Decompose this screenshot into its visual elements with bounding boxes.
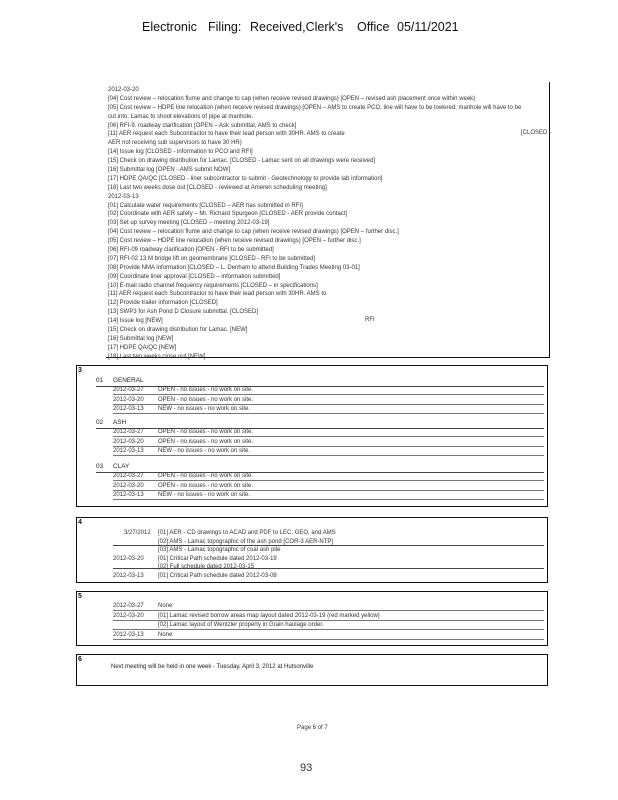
entry-text: OPEN - no issues - no work on site.	[158, 429, 254, 435]
top-section-line: [14] Issue log [NEW]	[108, 318, 163, 325]
group-name: GENERAL	[113, 377, 144, 384]
entry-text: OPEN - no issues - no work on site.	[158, 387, 254, 393]
group-code: 02	[96, 419, 104, 426]
entry-date: 2012-03-27	[113, 429, 144, 435]
section-drawings-box	[76, 517, 548, 583]
top-section-line: [17] HDPE QA/QC [NEW]	[108, 344, 177, 351]
top-section-line: cut into. Lamac to shoot elevations of pipe at manhole.	[108, 113, 254, 120]
section-number-4: 4	[78, 519, 82, 526]
header-office: Office	[357, 20, 390, 34]
section-number-3: 3	[78, 367, 82, 374]
entry-date: 2012-03-20	[113, 396, 144, 403]
next-meeting-text: Next meeting will be held in one week - Tuesday, April 3, 2012 at Hutsonville	[111, 664, 314, 670]
top-section-line: [11] AER request each Subcontractor to have their lead person with 30HR. AMS to	[108, 291, 327, 298]
top-section-line: [07] RFI-02 13 M bridge lift on geomembrane [CLOSED - RFI to be submitted]	[108, 255, 316, 262]
drawing-text: [03] AMS - Lamac topographic of coal ash pile	[158, 547, 281, 554]
entry-date: 2012-03-13	[113, 492, 144, 498]
header-filing: Filing:	[208, 20, 242, 34]
rfi-note: RFI	[365, 317, 375, 323]
top-section-line: [02] Coordinate with AER safety – Mr. Richard Spurgeon [CLOSED - AER provide contact]	[108, 211, 348, 218]
entry-text: OPEN - no issues - no work on site.	[158, 482, 254, 489]
top-section-line: [15] Check on drawing distribution for Lamac. [NEW]	[108, 327, 248, 334]
entry-date: 2012-03-13	[113, 448, 144, 454]
entry-date: 2012-03-13	[113, 406, 144, 412]
top-section-line: [17] HDPE QA/QC [CLOSED - liner subcontractor to submit - Geotechnology to provide lab information]	[108, 175, 383, 182]
top-section-line: [10] E-mail radio channel frequency requirements [CLOSED – in specifications]	[108, 282, 318, 289]
top-section-line: [12] Provide trailer information [CLOSED]	[108, 300, 218, 307]
drawing-date: 2012-03-20	[113, 555, 144, 562]
top-section-line: [04] Cost review – relocation flume and change to cap (when receive revised drawings) [OPEN – further disc.]	[108, 229, 399, 236]
closed-note: [CLOSED -	[521, 130, 552, 136]
item-underline	[113, 629, 544, 630]
item-underline	[113, 620, 544, 621]
drawing-divider	[113, 568, 544, 569]
entry-underline	[113, 499, 544, 500]
drawing-text: [02] AMS - Lamac topographic of the ash pond [COR-3 AER-NTP]	[158, 538, 334, 545]
group-code: 01	[96, 377, 104, 384]
item-text: None	[158, 603, 173, 609]
entry-date: 2012-03-27	[113, 387, 144, 393]
top-section-line: [16] Submittal log [OPEN - AMS submit NOW]	[108, 167, 231, 174]
entry-text: OPEN - no issues - no work on site.	[158, 396, 254, 403]
top-section-line: [09] Coordinate liner approval [CLOSED – information submitted]	[108, 273, 281, 280]
entry-date: 2012-03-20	[113, 482, 144, 489]
top-section-line: [04] Cost review – relocation flume and change to cap (when receive revised drawings) [OPEN – revised ash placement once within week)	[108, 95, 476, 102]
entry-underline	[113, 404, 544, 405]
item-text: None	[158, 631, 173, 638]
entry-underline	[113, 413, 544, 414]
item-date: 2012-03-13	[113, 631, 144, 638]
item-underline	[113, 610, 544, 611]
drawing-text: [01] Critical Path schedule dated 2012-03-19	[158, 555, 277, 562]
top-section-line: [11] AER request each Subcontractor to have their lead person with 30HR. AMS to create	[108, 131, 345, 138]
entry-underline	[113, 394, 544, 395]
drawing-date: 3/27/2012	[124, 530, 151, 536]
section-number-6: 6	[78, 656, 82, 663]
top-section-line: [05] Cost review – HDPE line relocation (when receive revised drawings) [OPEN – further disc.]	[108, 238, 361, 245]
entry-text: NEW - no issues - no work on site.	[158, 406, 251, 412]
top-section-line: [06] RFI-09 roadway clarification [OPEN - RFI to be submitted]	[108, 247, 274, 254]
top-section-line: AER not receiving sub supervisors to have 30 HR)	[108, 140, 242, 147]
section-number-5: 5	[78, 593, 82, 600]
entry-text: OPEN - no issues - no work on site.	[158, 473, 254, 479]
entry-underline	[113, 480, 544, 481]
entry-underline	[113, 455, 544, 456]
entry-text: NEW - no issues - no work on site.	[158, 492, 251, 498]
entry-underline	[113, 490, 544, 491]
entry-date: 2012-03-27	[113, 473, 144, 479]
group-name: ASH	[113, 419, 127, 426]
top-section-line: [01] Calculate water requirements [CLOSED – AER has submitted in RFI]	[108, 202, 303, 209]
top-section-line: [16] Submittal log [NEW]	[108, 335, 174, 342]
entry-text: NEW - no issues - no work on site.	[158, 448, 251, 454]
top-section-lines	[108, 86, 548, 362]
entry-underline	[113, 436, 544, 437]
drawing-text: [01] Critical Path schedule dated 2012-03-08	[158, 573, 277, 579]
top-section-line: [13] SWP3 for Ash Pond D Closure submittal. [CLOSED]	[108, 309, 259, 316]
item-text: [02] Lamac layout of Wentzler property in Grain haulage order.	[158, 622, 324, 628]
drawing-date: 2012-03-13	[113, 573, 144, 579]
top-section-line: [08] Provide NMA information [CLOSED – L. Denham to attend Building Trades Meeting 03-01]	[108, 264, 360, 271]
section-six-box	[76, 654, 548, 686]
header-electronic: Electronic	[142, 20, 197, 34]
entry-date: 2012-03-20	[113, 438, 144, 445]
top-section-line: [18] Last two weeks close out [NEW]	[108, 353, 206, 360]
item-underline	[113, 639, 544, 640]
item-date: 2012-03-20	[113, 612, 144, 619]
drawing-divider	[113, 545, 544, 546]
item-date: 2012-03-27	[113, 603, 144, 609]
top-section-line: [18] Last two weeks dose out [CLOSED - reviewed at Ameren scheduling meeting]	[108, 184, 327, 191]
header-received: Received,Clerk's	[250, 20, 344, 34]
drawing-text: [01] AER - CD drawings to ACAD and PDF to LEC, GEO, and AMS	[158, 530, 336, 536]
group-code: 03	[96, 463, 104, 470]
header-date: 05/11/2021	[397, 20, 459, 34]
entry-underline	[113, 446, 544, 447]
top-section-line: 2012-03-20	[108, 87, 139, 93]
item-text: [01] Lamac revised borrow areas map layout dated 2012-03-19 (red marked yellow)	[158, 612, 380, 619]
top-section-line: 2012-03-13	[108, 193, 139, 200]
top-section-line: [15] Check on drawing distribution for Lamac. [CLOSED - Lamac sent on all drawings were received]	[108, 158, 376, 165]
top-section-line: [14] Issue log [CLOSED - information to PCO and RFI]	[108, 149, 253, 156]
page-number: 93	[300, 762, 313, 774]
filing-header	[0, 18, 618, 38]
top-section-line: [03] Set up survey meeting [CLOSED – meeting 2012-03-19]	[108, 220, 270, 227]
group-name: CLAY	[113, 463, 130, 470]
top-section-line: [05] Cost review – HDPE line relocation (when receive revised drawings) [OPEN – AMS to create PCO, line will have to be lowered, manhole will have to be	[108, 104, 522, 111]
page-label: Page 6 of 7	[297, 725, 328, 731]
top-section-line: [06] RFI-9. roadway clarification [OPEN – Ask submittal, AMS to check]	[108, 122, 297, 129]
entry-text: OPEN - no issues - no work on site.	[158, 438, 254, 445]
